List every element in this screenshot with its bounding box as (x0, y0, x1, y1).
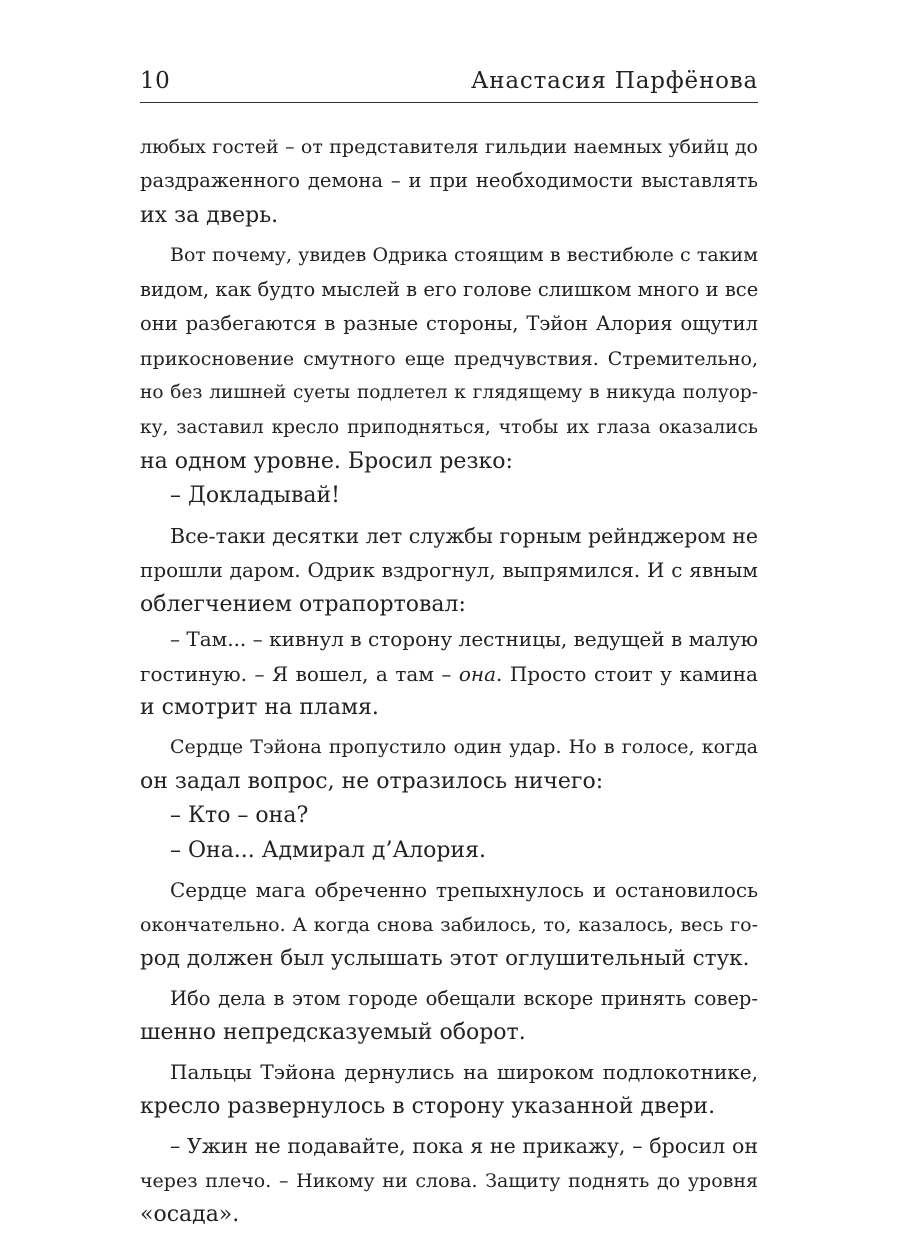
text-line: Пальцы Тэйона дернулись на широком подлокотнике, (170, 1060, 758, 1085)
text-line: Ибо дела в этом городе обещали вскоре принять совер- (170, 986, 758, 1010)
text-line: Сердце мага обреченно трепыхнулось и остановилось (170, 878, 758, 903)
text-line (140, 657, 758, 691)
text-line: Сердце Тэйона пропустило один удар. Но в голосе, когда (170, 736, 758, 759)
text-line: прикосновение смутного еще предчувствия. Стремительно, (140, 347, 758, 370)
body-text (140, 130, 758, 1233)
text-line: любых гостей – от представителя гильдии наемных убийц до (140, 136, 758, 158)
text-line: род должен был услышать этот оглушительный стук. (140, 946, 750, 972)
text-line: окончательно. А когда снова забилось, то, казалось, весь го- (140, 913, 758, 936)
text-line: шенно непредсказуемый оборот. (140, 1019, 526, 1045)
emphasis-text: она (458, 661, 497, 686)
dialogue-line: – Ужин не подавайте, пока я не прикажу, – бросил он (170, 1134, 758, 1159)
running-header (140, 62, 758, 103)
text-line: прошли даром. Одрик вздрогнул, выпрямился. И с явным (140, 558, 758, 583)
text-line: через плечо. – Никому ни слова. Защиту поднять до уровня (140, 1169, 758, 1192)
dialogue-line: – Она... Адмирал д’Алория. (170, 837, 486, 863)
text-line: облегчением отрапортовал: (140, 591, 466, 617)
text-line: Вот почему, увидев Одрика стоящим в вестибюле с таким (170, 244, 758, 267)
text-line: видом, как будто мыслей в его голове слишком много и все (140, 277, 758, 301)
text-line: на одном уровне. Бросил резко: (140, 448, 513, 474)
text-line: он задал вопрос, не отразилось ничего: (140, 768, 604, 794)
text-fragment: гостиную. – Я вошел, а там – (140, 661, 459, 686)
text-line: они разбегаются в разные стороны, Тэйон Алория ощутил (140, 312, 758, 336)
text-line: «осада». (140, 1202, 240, 1228)
text-line: Все-таки десятки лет службы горным рейнджером не (170, 523, 758, 548)
text-line: ку, заставил кресло приподняться, чтобы их глаза оказались (140, 416, 758, 438)
text-fragment: . Просто стоит у камина (496, 661, 758, 686)
page-number: 10 (140, 68, 171, 94)
dialogue-line: – Докладывай! (170, 483, 341, 509)
text-line: их за дверь. (140, 202, 279, 228)
text-line: но без лишней суеты подлетел к глядящему в никуда полуор- (140, 382, 758, 404)
dialogue-line: – Там... – кивнул в сторону лестницы, ведущей в малую (170, 627, 758, 652)
text-line: кресло развернулось в сторону указанной двери. (140, 1093, 716, 1119)
author-name: Анастасия Парфёнова (471, 68, 758, 94)
text-line: и смотрит на пламя. (140, 695, 379, 720)
text-line: раздраженного демона – и при необходимости выставлять (140, 169, 758, 193)
dialogue-line: – Кто – она? (170, 803, 309, 829)
